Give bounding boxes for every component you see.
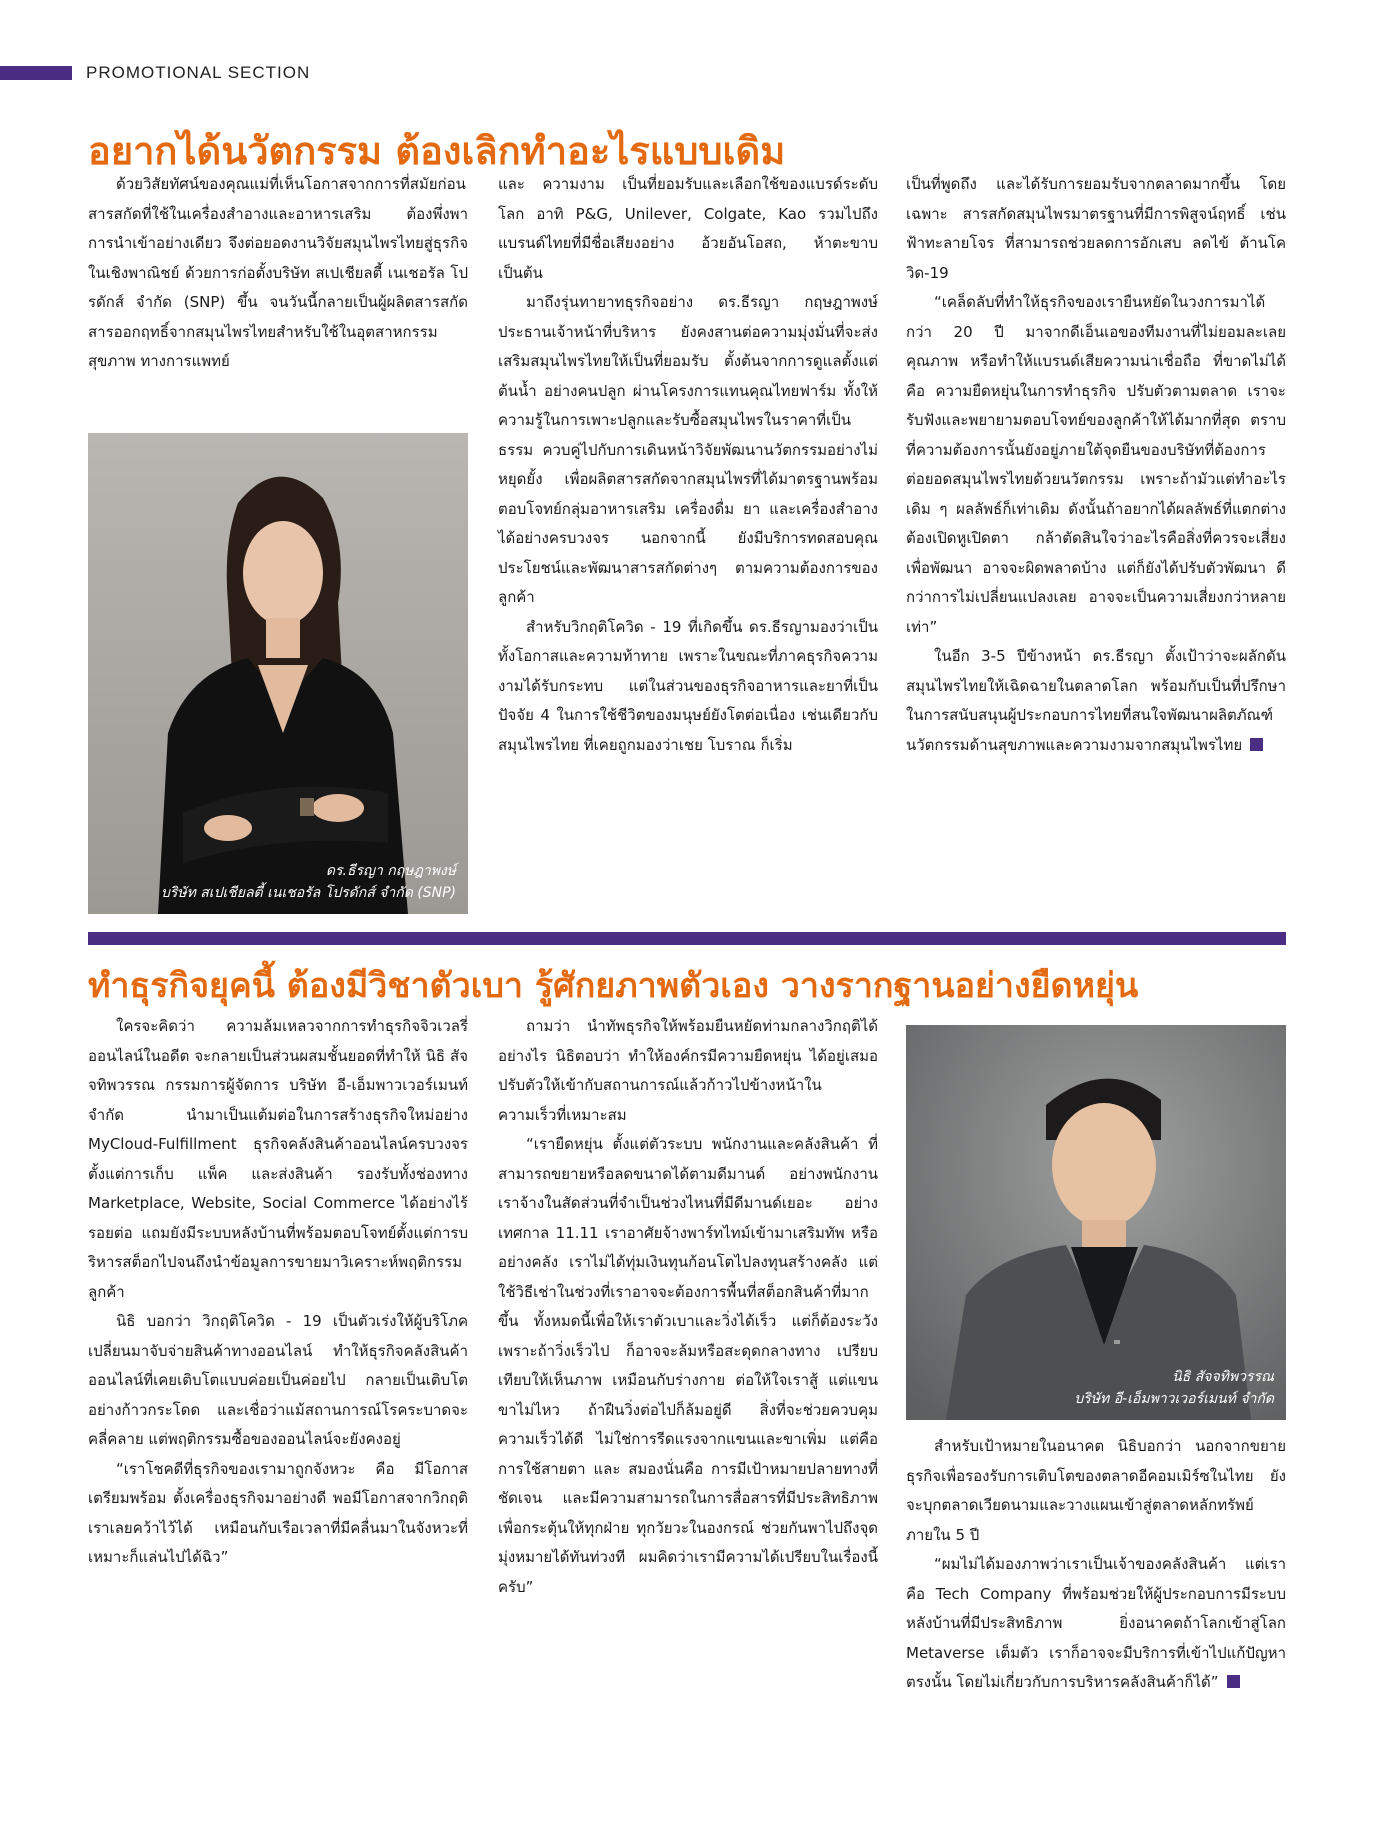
- paragraph: ถามว่า นำทัพธุรกิจให้พร้อมยืนหยัดท่ามกลางวิกฤติได้อย่างไร นิธิตอบว่า ทำให้องค์กรมีความยืดหยุ่น ได้อยู่เสมอ ปรับตัวให้เข้ากับสถานการณ์แล้วก้าวไปข้างหน้าในความเร็วที่เหมาะสม: [498, 1017, 878, 1124]
- paragraph: “เรายืดหยุ่น ตั้งแต่ตัวระบบ พนักงานและคลังสินค้า ที่สามารถขยายหรือลดขนาดได้ตามดีมานด์ อย่างพนักงานเราจ้างในสัดส่วนที่จำเป็นช่วงไหนที่มีดีมานด์เยอะ อย่างเทศกาล 11.11 เราอาศัยจ้างพาร์ทไทม์เข้ามาเสริมทัพ หรืออย่างคลัง เราไม่ได้ทุ่มเงินทุนก้อนโตไปลงทุนสร้างคลัง แต่ใช้วิธีเช่าในช่วงที่เราอาจจะต้องการพื้นที่สต็อกสินค้าที่มากขึ้น ทั้งหมดนี้เพื่อให้เราตัวเบาและวิ่งได้เร็ว แต่ก็ต้องระวัง เพราะถ้าวิ่งเร็วไป ก็อาจจะล้มหรือสะดุดกลางทาง เปรียบเทียบให้เห็นภาพ เหมือนกับร่างกาย ต่อให้ใจเราสู้ แต่แขนขาไม่ไหว ถ้าฝืนวิ่งต่อไปก็ล้มอยู่ดี สิ่งที่จะช่วยควบคุมความเร็วได้ดี ไม่ใช่การรีดแรงจากแขนและขาเพิ่ม แต่คือ การใช้สายตา และ สมองนั่นคือ การมีเป้าหมายปลายทางที่ชัดเจน และมีความสามารถในการสื่อสารที่มีประสิทธิภาพเพื่อกระตุ้นให้ทุกฝ่าย ทุกวัยวะในองกรณ์ ช่วยกันพาไปถึงจุดมุ่งหมายได้ทันท่วงที ผมคิดว่าเรามีความได้เปรียบในเรื่องนี้ครับ”: [498, 1135, 878, 1596]
- paragraph-text: ในอีก 3-5 ปีข้างหน้า ดร.ธีรญา ตั้งเป้าว่าจะผลักดันสมุนไพรไทยให้เฉิดฉายในตลาดโลก พร้อมกับเป็นที่ปรึกษาในการสนับสนุนผู้ประกอบการไทยที่สนใจพัฒนาผลิตภัณฑ์นวัตกรรมด้านสุขภาพและความงามจากสมุนไพรไทย: [906, 647, 1286, 754]
- article2-column-1: [88, 1012, 468, 1573]
- paragraph: [906, 1550, 1286, 1698]
- section-color-bar: [0, 66, 72, 80]
- article1-column-3: [906, 170, 1286, 760]
- caption-company: บริษัท อี-เอ็มพาวเวอร์เมนท์ จำกัด: [1074, 1391, 1274, 1407]
- article2-photo-caption: [1074, 1366, 1274, 1410]
- article2-column-3: [906, 1432, 1286, 1698]
- paragraph: [906, 642, 1286, 760]
- paragraph: ใครจะคิดว่า ความล้มเหลวจากการทำธุรกิจจิวเวลรี่ออนไลน์ในอดีต จะกลายเป็นส่วนผสมชั้นยอดที่ทำให้ นิธิ สัจจทิพวรรณ กรรมการผู้จัดการ บริษัท อี-เอ็มพาวเวอร์เมนท์ จำกัด นำมาเป็นแต้มต่อในการสร้างธุรกิจใหม่อย่าง MyCloud-Fulfillment ธุรกิจคลังสินค้าออนไลน์ครบวงจร ตั้งแต่การเก็บ แพ็ค และส่งสินค้า รองรับทั้งช่องทาง Marketplace, Website, Social Commerce ได้อย่างไร้รอยต่อ แถมยังมีระบบหลังบ้านที่พร้อมตอบโจทย์ตั้งแต่การบริหารสต็อกไปจนถึงนำข้อมูลการขายมาวิเคราะห์พฤติกรรมลูกค้า: [88, 1017, 468, 1301]
- paragraph: “เคล็ดลับที่ทำให้ธุรกิจของเรายืนหยัดในวงการมาได้กว่า 20 ปี มาจากดีเอ็นเอของทีมงานที่ไม่ยอมละเลยคุณภาพ หรือทำให้แบรนด์เสียความน่าเชื่อถือ ที่ขาดไม่ได้ คือ ความยืดหยุ่นในการทำธุรกิจ ปรับตัวตามตลาด เราจะรับฟังและพยายามตอบโจทย์ของลูกค้าให้ได้มากที่สุด ตราบที่ความต้องการนั้นยังอยู่ภายใต้จุดยืนของบริษัทที่ต้องการต่อยอดสมุนไพรไทยด้วยนวัตกรรม เพราะถ้ามัวแต่ทำอะไรเดิม ๆ ผลลัพธ์ก็เท่าเดิม ดังนั้นถ้าอยากได้ผลลัพธ์ที่แตกต่าง ต้องเปิดหูเปิดตา กล้าตัดสินใจว่าอะไรคือสิ่งที่ควรจะเสี่ยงเพื่อพัฒนา อาจจะผิดพลาดบ้าง แต่ก็ยังได้ปรับตัวพัฒนา ดีกว่าการไม่เปลี่ยนแปลงเลย อาจจะเป็นความเสี่ยงกว่าหลายเท่า”: [906, 293, 1286, 636]
- paragraph-text: “ผมไม่ได้มองภาพว่าเราเป็นเจ้าของคลังสินค้า แต่เราคือ Tech Company ที่พร้อมช่วยให้ผู้ประกอบการมีระบบหลังบ้านที่มีประสิทธิภาพ ยิ่งอนาคตถ้าโลกเข้าสู่โลก Metaverse เต็มตัว เราก็อาจจะมีบริการที่เข้าไปแก้ปัญหาตรงนั้น โดยไม่เกี่ยวกับการบริหารคลังสินค้าก็ได้”: [906, 1555, 1286, 1691]
- end-mark-icon: [1250, 738, 1263, 751]
- section-label: PROMOTIONAL SECTION: [86, 63, 311, 82]
- paragraph: ด้วยวิสัยทัศน์ของคุณแม่ที่เห็นโอกาสจากการที่สมัยก่อน สารสกัดที่ใช้ในเครื่องสำอางและอาหารเสริม ต้องพึ่งพาการนำเข้าอย่างเดียว จึงต่อยอดงานวิจัยสมุนไพรไทยสู่ธุรกิจในเชิงพาณิชย์ ด้วยการก่อตั้งบริษัท สเปเชียลตี้ เนเชอรัล โปรดักส์ จำกัด (SNP) ขึ้น จนวันนี้กลายเป็นผู้ผลิตสารสกัด สารออกฤทธิ์จากสมุนไพรไทยสำหรับใช้ในอุตสาหกรรมสุขภาพ ทางการแพทย์: [88, 175, 468, 370]
- paragraph: “เราโชคดีที่ธุรกิจของเรามาถูกจังหวะ คือ มีโอกาสเตรียมพร้อม ตั้งเครื่องธุรกิจมาอย่างดี พอมีโอกาสจากวิกฤติ เราเลยคว้าไว้ได้ เหมือนกับเรือเวลาที่มีคลื่นมาในจังหวะที่เหมาะก็แล่นไปได้ฉิว”: [88, 1459, 468, 1566]
- paragraph: เป็นที่พูดถึง และได้รับการยอมรับจากตลาดมากขึ้น โดยเฉพาะ สารสกัดสมุนไพรมาตรฐานที่มีการพิสูจน์ฤทธิ์ เช่น ฟ้าทะลายโจร ที่สามารถช่วยลดการอักเสบ ลดไข้ ต้านโควิด-19: [906, 175, 1286, 282]
- caption-name: ดร.ธีรญา กฤษฎาพงษ์: [325, 863, 456, 879]
- paragraph: มาถึงรุ่นทายาทธุรกิจอย่าง ดร.ธีรญา กฤษฎาพงษ์ ประธานเจ้าหน้าที่บริหาร ยังคงสานต่อความมุ่งมั่นที่จะส่งเสริมสมุนไพรไทยให้เป็นที่ยอมรับ ตั้งต้นจากการดูแลตั้งแต่ต้นน้ำ อย่างคนปลูก ผ่านโครงการแทนคุณไทยฟาร์ม ทั้งให้ความรู้ในการเพาะปลูกและรับซื้อสมุนไพรในราคาที่เป็นธรรม ควบคู่ไปกับการเดินหน้าวิจัยพัฒนานวัตกรรมอย่างไม่หยุดยั้ง เพื่อผลิตสารสกัดจากสมุนไพรที่ได้มาตรฐานพร้อมตอบโจทย์กลุ่มอาหารเสริม เครื่องดื่ม ยา และเครื่องสำอางได้อย่างครบวงจร นอกจากนี้ ยังมีบริการทดสอบคุณประโยชน์และพัฒนาสารสกัดต่างๆ ตามความต้องการของลูกค้า: [498, 293, 878, 606]
- paragraph: สำหรับวิกฤติโควิด - 19 ที่เกิดขึ้น ดร.ธีรญามองว่าเป็นทั้งโอกาสและความท้าทาย เพราะในขณะที่ภาคธุรกิจความงามได้รับกระทบ แต่ในส่วนของธุรกิจอาหารและยาที่เป็นปัจจัย 4 ในการใช้ชีวิตของมนุษย์ยังโตต่อเนื่อง เช่นเดียวกับสมุนไพรไทย ที่เคยถูกมองว่าเชย โบราณ ก็เริ่ม: [498, 617, 878, 754]
- article2-heading: ทำธุรกิจยุคนี้ ต้องมีวิชาตัวเบา รู้ศักยภาพตัวเอง วางรากฐานอย่างยืดหยุ่น: [88, 966, 1139, 1006]
- article1-column-1: [88, 170, 468, 377]
- article1-heading: อยากได้นวัตกรรม ต้องเลิกทำอะไรแบบเดิม: [88, 129, 786, 173]
- paragraph: สำหรับเป้าหมายในอนาคต นิธิบอกว่า นอกจากขยายธุรกิจเพื่อรองรับการเติบโตของตลาดอีคอมเมิร์ซในไทย ยังจะบุกตลาดเวียดนามและวางแผนเข้าสู่ตลาดหลักทรัพย์ภายใน 5 ปี: [906, 1437, 1286, 1544]
- article2-photo: [906, 1025, 1286, 1420]
- article2-column-2: [498, 1012, 878, 1602]
- end-mark-icon: [1227, 1675, 1240, 1688]
- caption-name: นิธิ สัจจทิพวรรณ: [1172, 1369, 1274, 1385]
- paragraph: และ ความงาม เป็นที่ยอมรับและเลือกใช้ของแบรด์ระดับโลก อาทิ P&G, Unilever, Colgate, Kao รวมไปถึงแบรนด์ไทยที่มีชื่อเสียงอย่าง อ้วยอันโอสถ, ห้าตะขาบ เป็นต้น: [498, 175, 878, 282]
- paragraph: นิธิ บอกว่า วิกฤติโควิด - 19 เป็นตัวเร่งให้ผู้บริโภคเปลี่ยนมาจับจ่ายสินค้าทางออนไลน์ ทำให้ธุรกิจคลังสินค้าออนไลน์ที่เคยเติบโตแบบค่อยเป็นค่อยไป กลายเป็นเติบโตอย่างก้าวกระโดด และเชื่อว่าแม้สถานการณ์โรคระบาดจะคลี่คลาย แต่พฤติกรรมซื้อของออนไลน์จะยังคงอยู่: [88, 1312, 468, 1448]
- article1-photo-caption: [161, 860, 456, 904]
- article1-photo: [88, 433, 468, 914]
- caption-company: บริษัท สเปเชียลตี้ เนเชอรัล โปรดักส์ จำกัด (SNP): [160, 885, 456, 901]
- section-divider: [88, 932, 1286, 945]
- article1-column-2: [498, 170, 878, 760]
